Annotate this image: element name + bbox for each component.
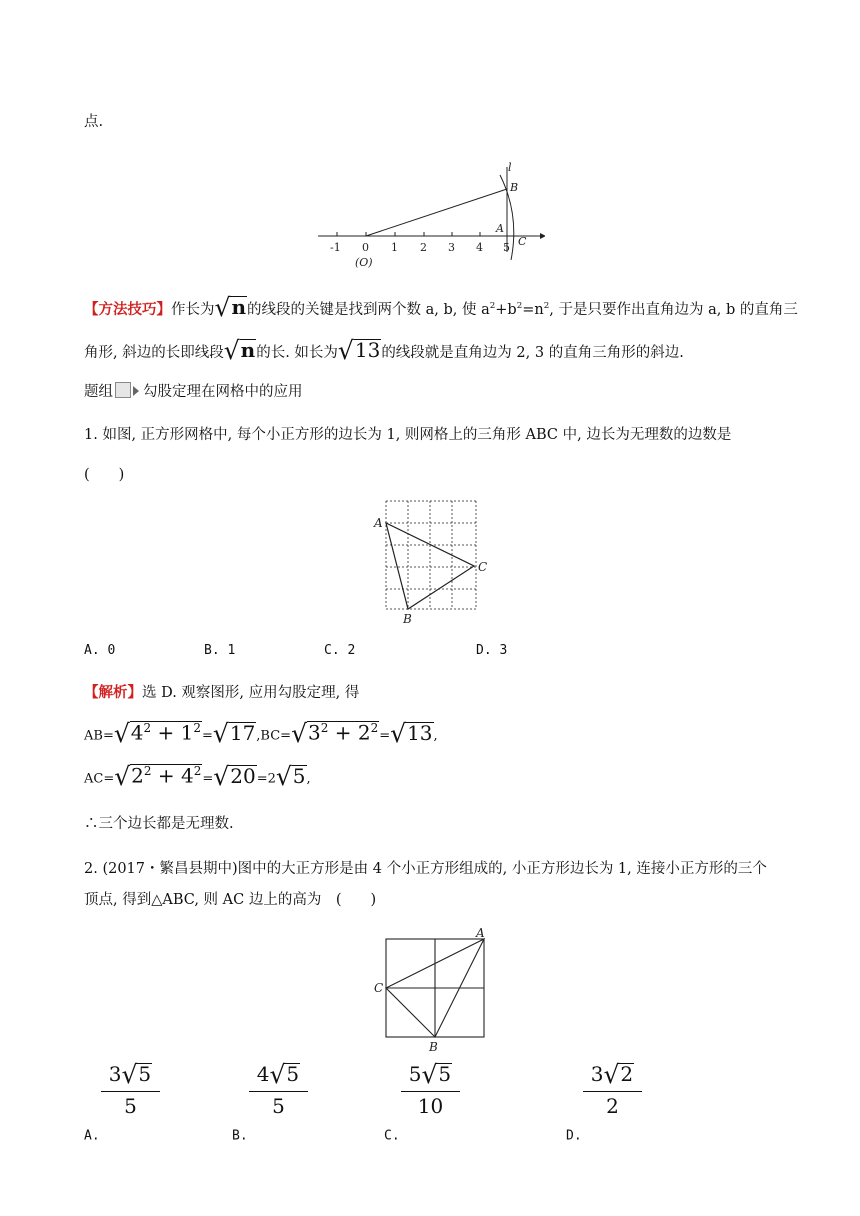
axis-ticks <box>337 232 507 236</box>
tick-label: 2 <box>420 241 427 254</box>
q2-line-2: 顶点, 得到△ABC, 则 AC 边上的高为 ( ) <box>84 892 377 908</box>
label-b: B <box>510 181 519 194</box>
label-b: B <box>429 1040 438 1054</box>
q1-text: 1. 如图, 正方形网格中, 每个小正方形的边长为 1, 则网格上的三角形 ABC 中, 边长为无理数的边数是 <box>84 427 732 443</box>
label-c: C <box>518 235 527 248</box>
label-l: l <box>508 161 512 174</box>
q1-grid-figure <box>370 495 495 625</box>
q2-option-a[interactable]: $_{A.}$ $\frac{3√5}{5}$ <box>84 1060 156 1144</box>
tick-label: 5 <box>503 241 510 254</box>
tick-label: -1 <box>330 241 341 254</box>
label-c: C <box>478 560 488 574</box>
solution-ac: $AC=√2^2 + 4^2=√20=2√5$, <box>84 761 311 791</box>
q1-option-c[interactable]: C. 2 <box>324 643 356 658</box>
tick-label: 4 <box>476 241 483 254</box>
group-icon <box>115 382 131 398</box>
q1-option-b[interactable]: B. 1 <box>204 643 236 658</box>
q2-option-c[interactable]: $_{C.}$ $\frac{5√5}{10}$ <box>384 1060 456 1144</box>
arrow-icon <box>133 386 139 396</box>
tick-label: 3 <box>448 241 455 254</box>
label-c: C <box>374 981 384 995</box>
tick-label: 0 <box>362 241 369 254</box>
solution-ab-bc: $AB=√4^2 + 1^2=√17,BC=√3^2 + 2^2=√13$, <box>84 718 438 748</box>
label-a: A <box>496 222 504 235</box>
solution-tag: 【解析】 <box>84 684 142 701</box>
q1-option-a[interactable]: A. 0 <box>84 643 116 658</box>
q2-square-figure <box>370 926 495 1056</box>
method-line-2: 角形, 斜边的长即线段√n的长. 如长为√13的线段就是直角边为 2, 3 的直角三角形的斜边. <box>84 336 684 365</box>
q2-option-d[interactable]: $_{D.}$ $\frac{3√2}{2}$ <box>566 1060 638 1144</box>
top-text: 点. <box>84 114 104 130</box>
group-title: 题组 勾股定理在网格中的应用 <box>84 384 303 400</box>
label-b: B <box>403 612 412 625</box>
q2-option-b[interactable]: $_{B.}$ $\frac{4√5}{5}$ <box>232 1060 304 1144</box>
q1-option-d[interactable]: D. 3 <box>476 643 508 658</box>
origin-label: (O) <box>355 256 373 269</box>
segment-ob <box>366 189 507 236</box>
tick-label: 1 <box>391 241 398 254</box>
method-tag: 【方法技巧】 <box>84 301 171 318</box>
solution-conclusion: ∴三个边长都是无理数. <box>84 816 234 832</box>
label-a: A <box>374 516 383 530</box>
q2-line-1: 2. (2017・繁昌县期中)图中的大正方形是由 4 个小正方形组成的, 小正方形边长为 1, 连接小正方形的三个 <box>84 861 767 877</box>
dotted-grid <box>386 501 476 609</box>
solution-line: 【解析】选 D. 观察图形, 应用勾股定理, 得 <box>84 684 360 701</box>
q1-paren: ( ) <box>84 467 125 483</box>
method-line-1: 【方法技巧】作长为√n的线段的关键是找到两个数 a, b, 使 $a^2+b^2=n^2$, 于是只要作出直角边为 a, b 的直角三 <box>84 293 798 322</box>
label-a: A <box>476 926 485 940</box>
number-line-figure <box>310 155 545 270</box>
